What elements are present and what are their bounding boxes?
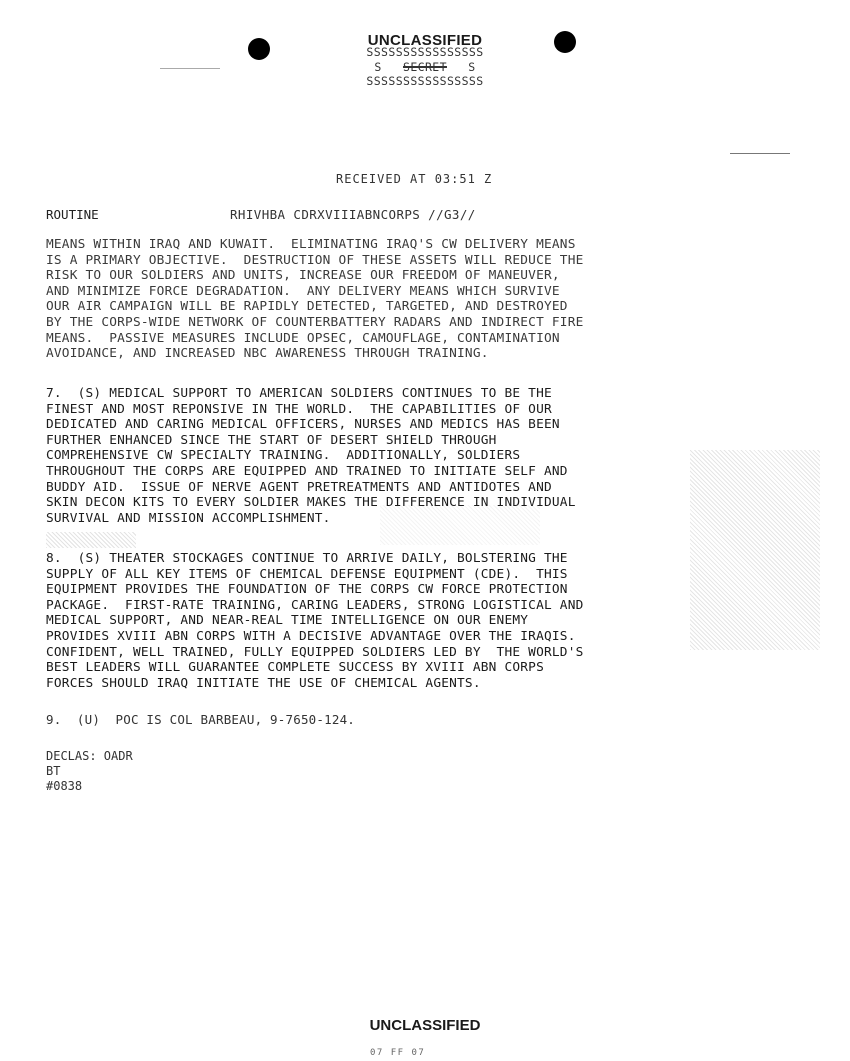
secret-marking-line: [0, 60, 850, 74]
scan-speck-top-right: [730, 153, 790, 154]
punch-hole-left: [248, 38, 270, 60]
routing-indicator: RHIVHBA CDRXVIIIABNCORPS //G3//: [230, 207, 476, 222]
punch-hole-right: [554, 31, 576, 53]
declassification-line: DECLAS: OADR: [46, 749, 133, 763]
scan-noise-margin: [690, 450, 820, 650]
paragraph-9-poc: 9. (U) POC IS COL BARBEAU, 9-7650-124.: [46, 712, 356, 727]
paragraph-8-theater-stockages: 8. (S) THEATER STOCKAGES CONTINUE TO ARRIVE DAILY, BOLSTERING THE SUPPLY OF ALL KEY ITEMS OF CHEMICAL DEFENSE EQUIPMENT (CDE). THIS EQUIPMENT PROVIDES THE FOUNDATION OF THE CORPS CW FORCE PROTECTION PACKAGE. FIRST-RATE TRAINING, CARING LEADERS, STRONG LOGISTICAL AND MEDICAL SUPPORT, AND NEAR-REAL TIME INTELLIGENCE ON OUR ENEMY PROVIDES XVIII ABN CORPS WITH A DECISIVE ADVANTAGE OVER THE IRAQIS. CONFIDENT, WELL TRAINED, FULLY EQUIPPED SOLDIERS LED BY THE WORLD'S BEST LEADERS WILL GUARANTEE COMPLETE SUCCESS BY XVIII ABN CORPS FORCES SHOULD IRAQ INITIATE THE USE OF CHEMICAL AGENTS.: [46, 551, 584, 691]
secret-border-top: SSSSSSSSSSSSSSSS: [366, 45, 484, 59]
paragraph-7-medical-support: 7. (S) MEDICAL SUPPORT TO AMERICAN SOLDIERS CONTINUES TO BE THE FINEST AND MOST REPONSIVE IN THE WORLD. THE CAPABILITIES OF OUR DEDICATED AND CARING MEDICAL OFFICERS, NURSES AND MEDICS HAS BEEN FURTHER ENHANCED SINCE THE START OF DESERT SHIELD THROUGH COMPREHENSIVE CW SPECIALTY TRAINING. ADDITIONALLY, SOLDIERS THROUGHOUT THE CORPS ARE EQUIPPED AND TRAINED TO INITIATE SELF AND BUDDY AID. ISSUE OF NERVE AGENT PRETREATMENTS AND ANTIDOTES AND SKIN DECON KITS TO EVERY SOLDIER MAKES THE DIFFERENCE IN INDIVIDUAL SURVIVAL AND MISSION ACCOMPLISHMENT.: [46, 386, 576, 526]
break-text-marker: BT: [46, 764, 61, 778]
secret-marking-struck: SECRET: [403, 60, 447, 74]
scan-noise-center: [380, 505, 540, 545]
secret-border-bottom: SSSSSSSSSSSSSSSS: [366, 74, 484, 88]
message-number: #0838: [46, 779, 83, 793]
precedence-routine: ROUTINE: [46, 207, 99, 222]
received-time: RECEIVED AT 03:51 Z: [336, 172, 493, 186]
paragraph-cw-delivery-means: MEANS WITHIN IRAQ AND KUWAIT. ELIMINATING IRAQ'S CW DELIVERY MEANS IS A PRIMARY OBJECTIVE. DESTRUCTION OF THESE ASSETS WILL REDUCE THE RISK TO OUR SOLDIERS AND UNITS, INCREASE OUR FREEDOM OF MANEUVER, AND MINIMIZE FORCE DEGRADATION. ANY DELIVERY MEANS WHICH SURVIVE OUR AIR CAMPAIGN WILL BE RAPIDLY DETECTED, TARGETED, AND DESTROYED BY THE CORPS-WIDE NETWORK OF COUNTERBATTERY RADARS AND INDIRECT FIRE MEANS. PASSIVE MEASURES INCLUDE OPSEC, CAMOUFLAGE, CONTAMINATION AVOIDANCE, AND INCREASED NBC AWARENESS THROUGH TRAINING.: [46, 237, 584, 362]
classification-header: UNCLASSIFIED: [367, 32, 483, 49]
page-code: 07 FF 07: [370, 1048, 426, 1058]
classification-footer: UNCLASSIFIED: [369, 1017, 481, 1034]
scan-noise-smudge: [46, 532, 136, 548]
secret-border-letter-right: S: [468, 60, 476, 74]
scan-speck-top-left: [160, 68, 220, 69]
secret-border-letter-left: S: [374, 60, 382, 74]
